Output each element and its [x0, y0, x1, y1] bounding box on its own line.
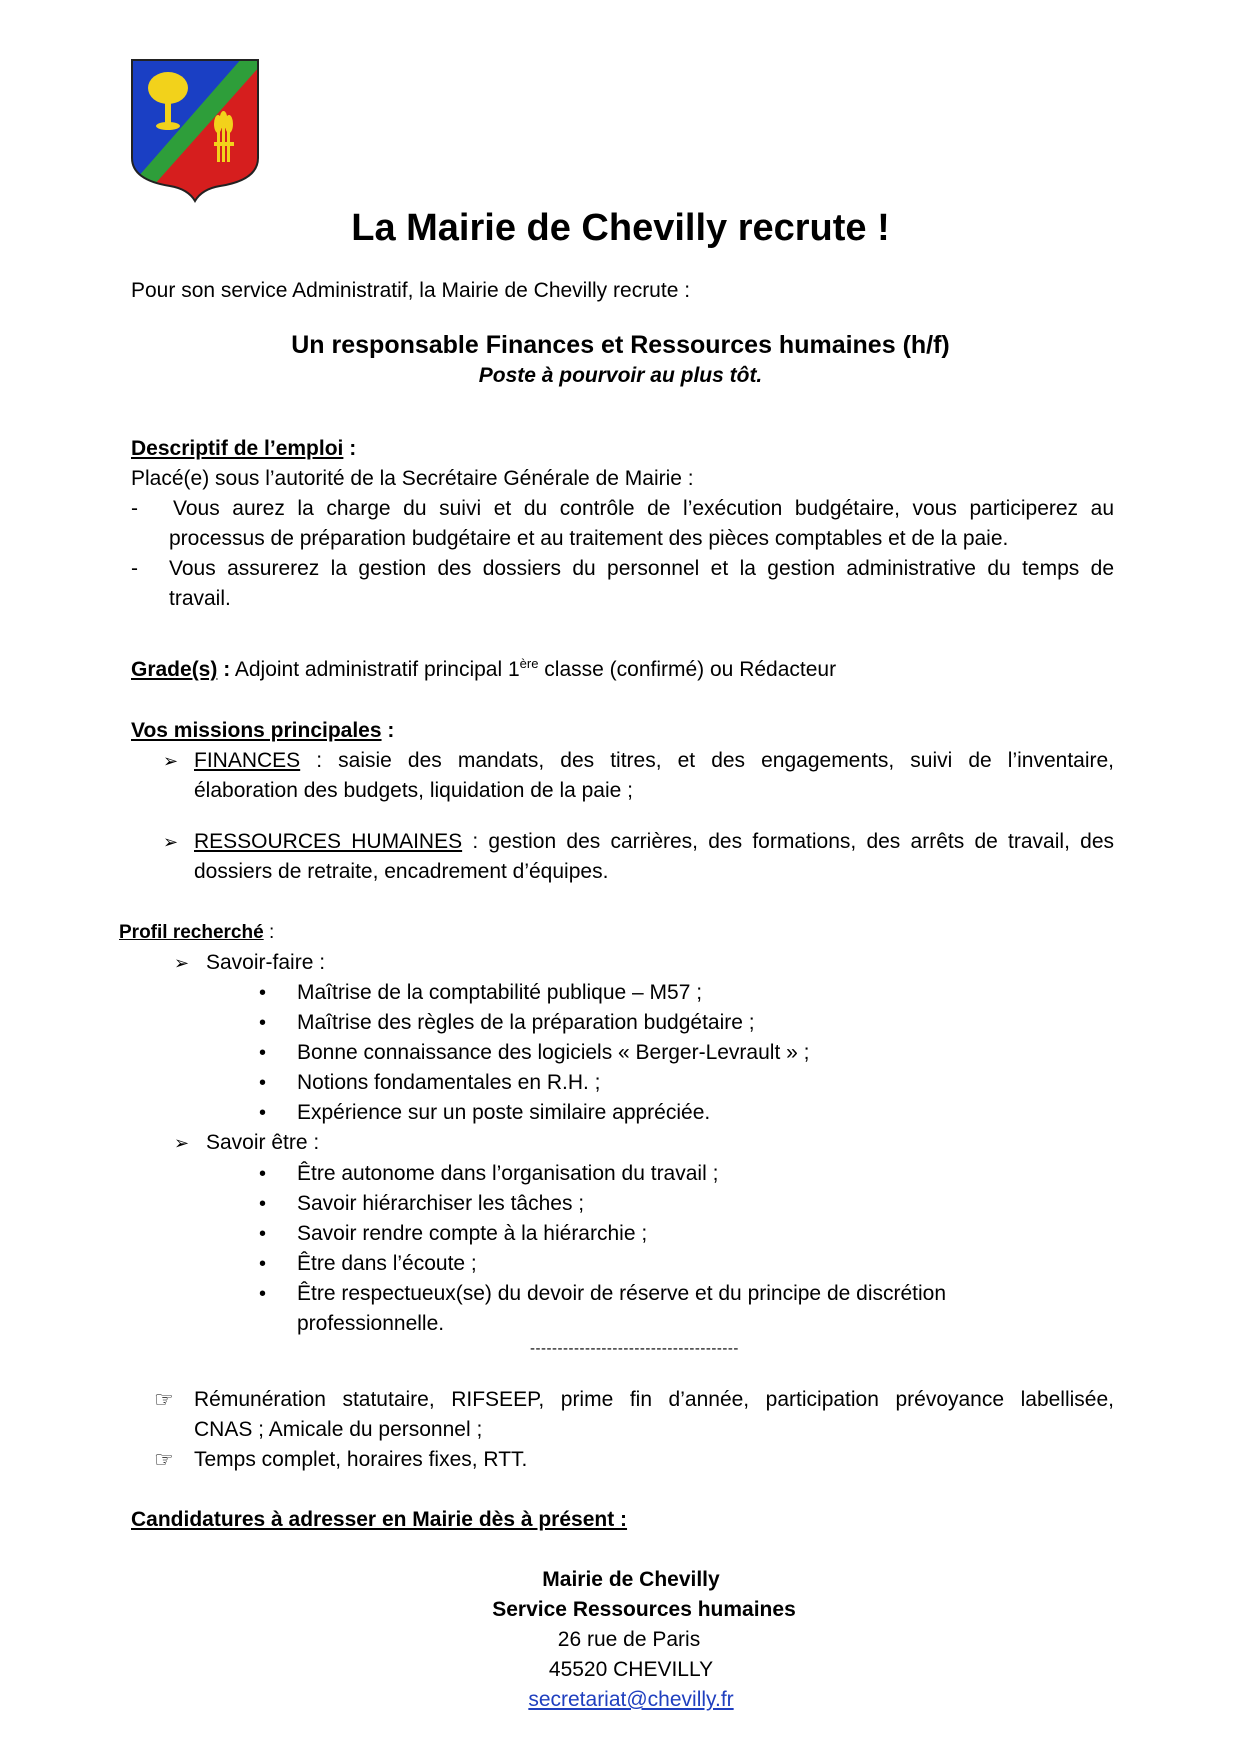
- intro-text: Pour son service Administratif, la Mairie de Chevilly recrute :: [131, 279, 691, 302]
- bullet-icon: •: [259, 1102, 267, 1124]
- bullet-icon: •: [259, 1072, 267, 1094]
- grade-sup: ère: [519, 656, 539, 671]
- mission-finances-label: FINANCES: [194, 749, 301, 772]
- arrow-bullet-icon: ➢: [163, 832, 179, 852]
- profil-heading-colon: :: [263, 922, 275, 943]
- arrow-bullet-icon: ➢: [163, 751, 179, 771]
- job-title: Un responsable Finances et Ressources humaines (h/f): [291, 331, 950, 359]
- bullet-icon: •: [259, 1283, 267, 1305]
- descriptif-heading-colon: :: [343, 437, 357, 460]
- savoir-faire-item: Expérience sur un poste similaire appréciée.: [297, 1101, 711, 1124]
- chevilly-coat-of-arms-icon: [130, 58, 260, 203]
- bullet-icon: •: [259, 982, 267, 1004]
- address-email-line: [0, 1685, 1241, 1715]
- descriptif-heading: [131, 434, 356, 464]
- savoir-etre-item: Savoir rendre compte à la hiérarchie ;: [297, 1222, 648, 1245]
- missions-heading: [131, 716, 394, 746]
- savoir-etre-item: Être autonome dans l’organisation du travail ;: [297, 1162, 719, 1185]
- address-street: 26 rue de Paris: [557, 1628, 701, 1651]
- grade-label: Grade(s): [131, 658, 218, 681]
- profil-heading: [119, 920, 274, 946]
- grade-text-after: classe (confirmé) ou Rédacteur: [538, 658, 837, 681]
- bullet-icon: •: [259, 1042, 267, 1064]
- savoir-etre-item: Savoir hiérarchiser les tâches ;: [297, 1192, 585, 1215]
- bullet-icon: •: [259, 1012, 267, 1034]
- descriptif-item-2-line-1: Vous assurerez la gestion des dossiers du personnel et la gestion administrative du temps de: [169, 557, 1114, 580]
- avantage-item-2: Temps complet, horaires fixes, RTT.: [194, 1448, 528, 1471]
- savoir-faire-item: Maîtrise de la comptabilité publique – M57 ;: [297, 981, 703, 1004]
- descriptif-item-1-line-1: Vous aurez la charge du suivi et du contrôle de l’exécution budgétaire, vous participerez au: [173, 497, 1114, 520]
- descriptif-item-2-line-2: travail.: [169, 587, 231, 610]
- bullet-icon: •: [259, 1193, 267, 1215]
- arrow-bullet-icon: ➢: [174, 953, 190, 973]
- missions-heading-label: Vos missions principales: [131, 719, 382, 742]
- candidatures-heading: Candidatures à adresser en Mairie dès à présent :: [131, 1508, 628, 1531]
- email-link[interactable]: secretariat@chevilly.fr: [528, 1688, 734, 1711]
- descriptif-dash-2: -: [131, 557, 138, 580]
- bullet-icon: •: [259, 1163, 267, 1185]
- avantage-item-1-line-2: CNAS ; Amicale du personnel ;: [194, 1418, 483, 1441]
- address-city: 45520 CHEVILLY: [548, 1658, 714, 1681]
- bullet-icon: •: [259, 1223, 267, 1245]
- address-service: Service Ressources humaines: [492, 1598, 796, 1621]
- descriptif-dash-1: -: [131, 497, 138, 520]
- bullet-icon: •: [259, 1253, 267, 1275]
- savoir-faire-label: Savoir-faire :: [206, 951, 326, 974]
- savoir-faire-item: Maîtrise des règles de la préparation budgétaire ;: [297, 1011, 755, 1034]
- arrow-bullet-icon: ➢: [174, 1133, 190, 1153]
- address-org: Mairie de Chevilly: [542, 1568, 720, 1591]
- grade-text-before: Adjoint administratif principal 1: [230, 658, 520, 681]
- descriptif-intro: Placé(e) sous l’autorité de la Secrétaire Générale de Mairie :: [131, 467, 694, 490]
- mission-rh-text: : gestion des carrières, des formations, des arrêts de travail, des: [462, 830, 1114, 853]
- savoir-etre-item: Être respectueux(se) du devoir de réserve et du principe de discrétion: [297, 1282, 947, 1305]
- avantage-item-1-line-1: Rémunération statutaire, RIFSEEP, prime fin d’année, participation prévoyance labellisée,: [194, 1388, 1114, 1411]
- job-subtitle: Poste à pourvoir au plus tôt.: [478, 364, 763, 387]
- savoir-etre-item: Être dans l’écoute ;: [297, 1252, 477, 1275]
- savoir-etre-item-continued: professionnelle.: [297, 1312, 445, 1335]
- savoir-etre-label: Savoir être :: [206, 1131, 320, 1154]
- mission-rh-line-2: dossiers de retraite, encadrement d’équipes.: [194, 860, 609, 883]
- descriptif-heading-label: Descriptif de l’emploi: [131, 437, 344, 460]
- page-title: La Mairie de Chevilly recrute !: [351, 207, 890, 249]
- profil-heading-label: Profil recherché: [119, 922, 264, 943]
- missions-heading-colon: :: [381, 719, 395, 742]
- savoir-faire-item: Notions fondamentales en R.H. ;: [297, 1071, 601, 1094]
- mission-rh-label: RESSOURCES HUMAINES: [194, 830, 463, 853]
- mission-finances-line-2: élaboration des budgets, liquidation de la paie ;: [194, 779, 633, 802]
- grade-line: [131, 655, 836, 685]
- savoir-faire-item: Bonne connaissance des logiciels « Berger-Levrault » ;: [297, 1041, 810, 1064]
- mission-finances-line-1: [194, 746, 1114, 776]
- grade-colon: :: [217, 658, 231, 681]
- mission-rh-line-1: [194, 827, 1114, 857]
- separator-line: --------------------------------------: [530, 1340, 739, 1357]
- mission-finances-text: : saisie des mandats, des titres, et des engagements, suivi de l’inventaire,: [300, 749, 1114, 772]
- pointing-hand-icon: ☞: [154, 1387, 174, 1412]
- pointing-hand-icon: ☞: [154, 1447, 174, 1472]
- descriptif-item-1-line-2: processus de préparation budgétaire et au traitement des pièces comptables et de la paie.: [169, 527, 1009, 550]
